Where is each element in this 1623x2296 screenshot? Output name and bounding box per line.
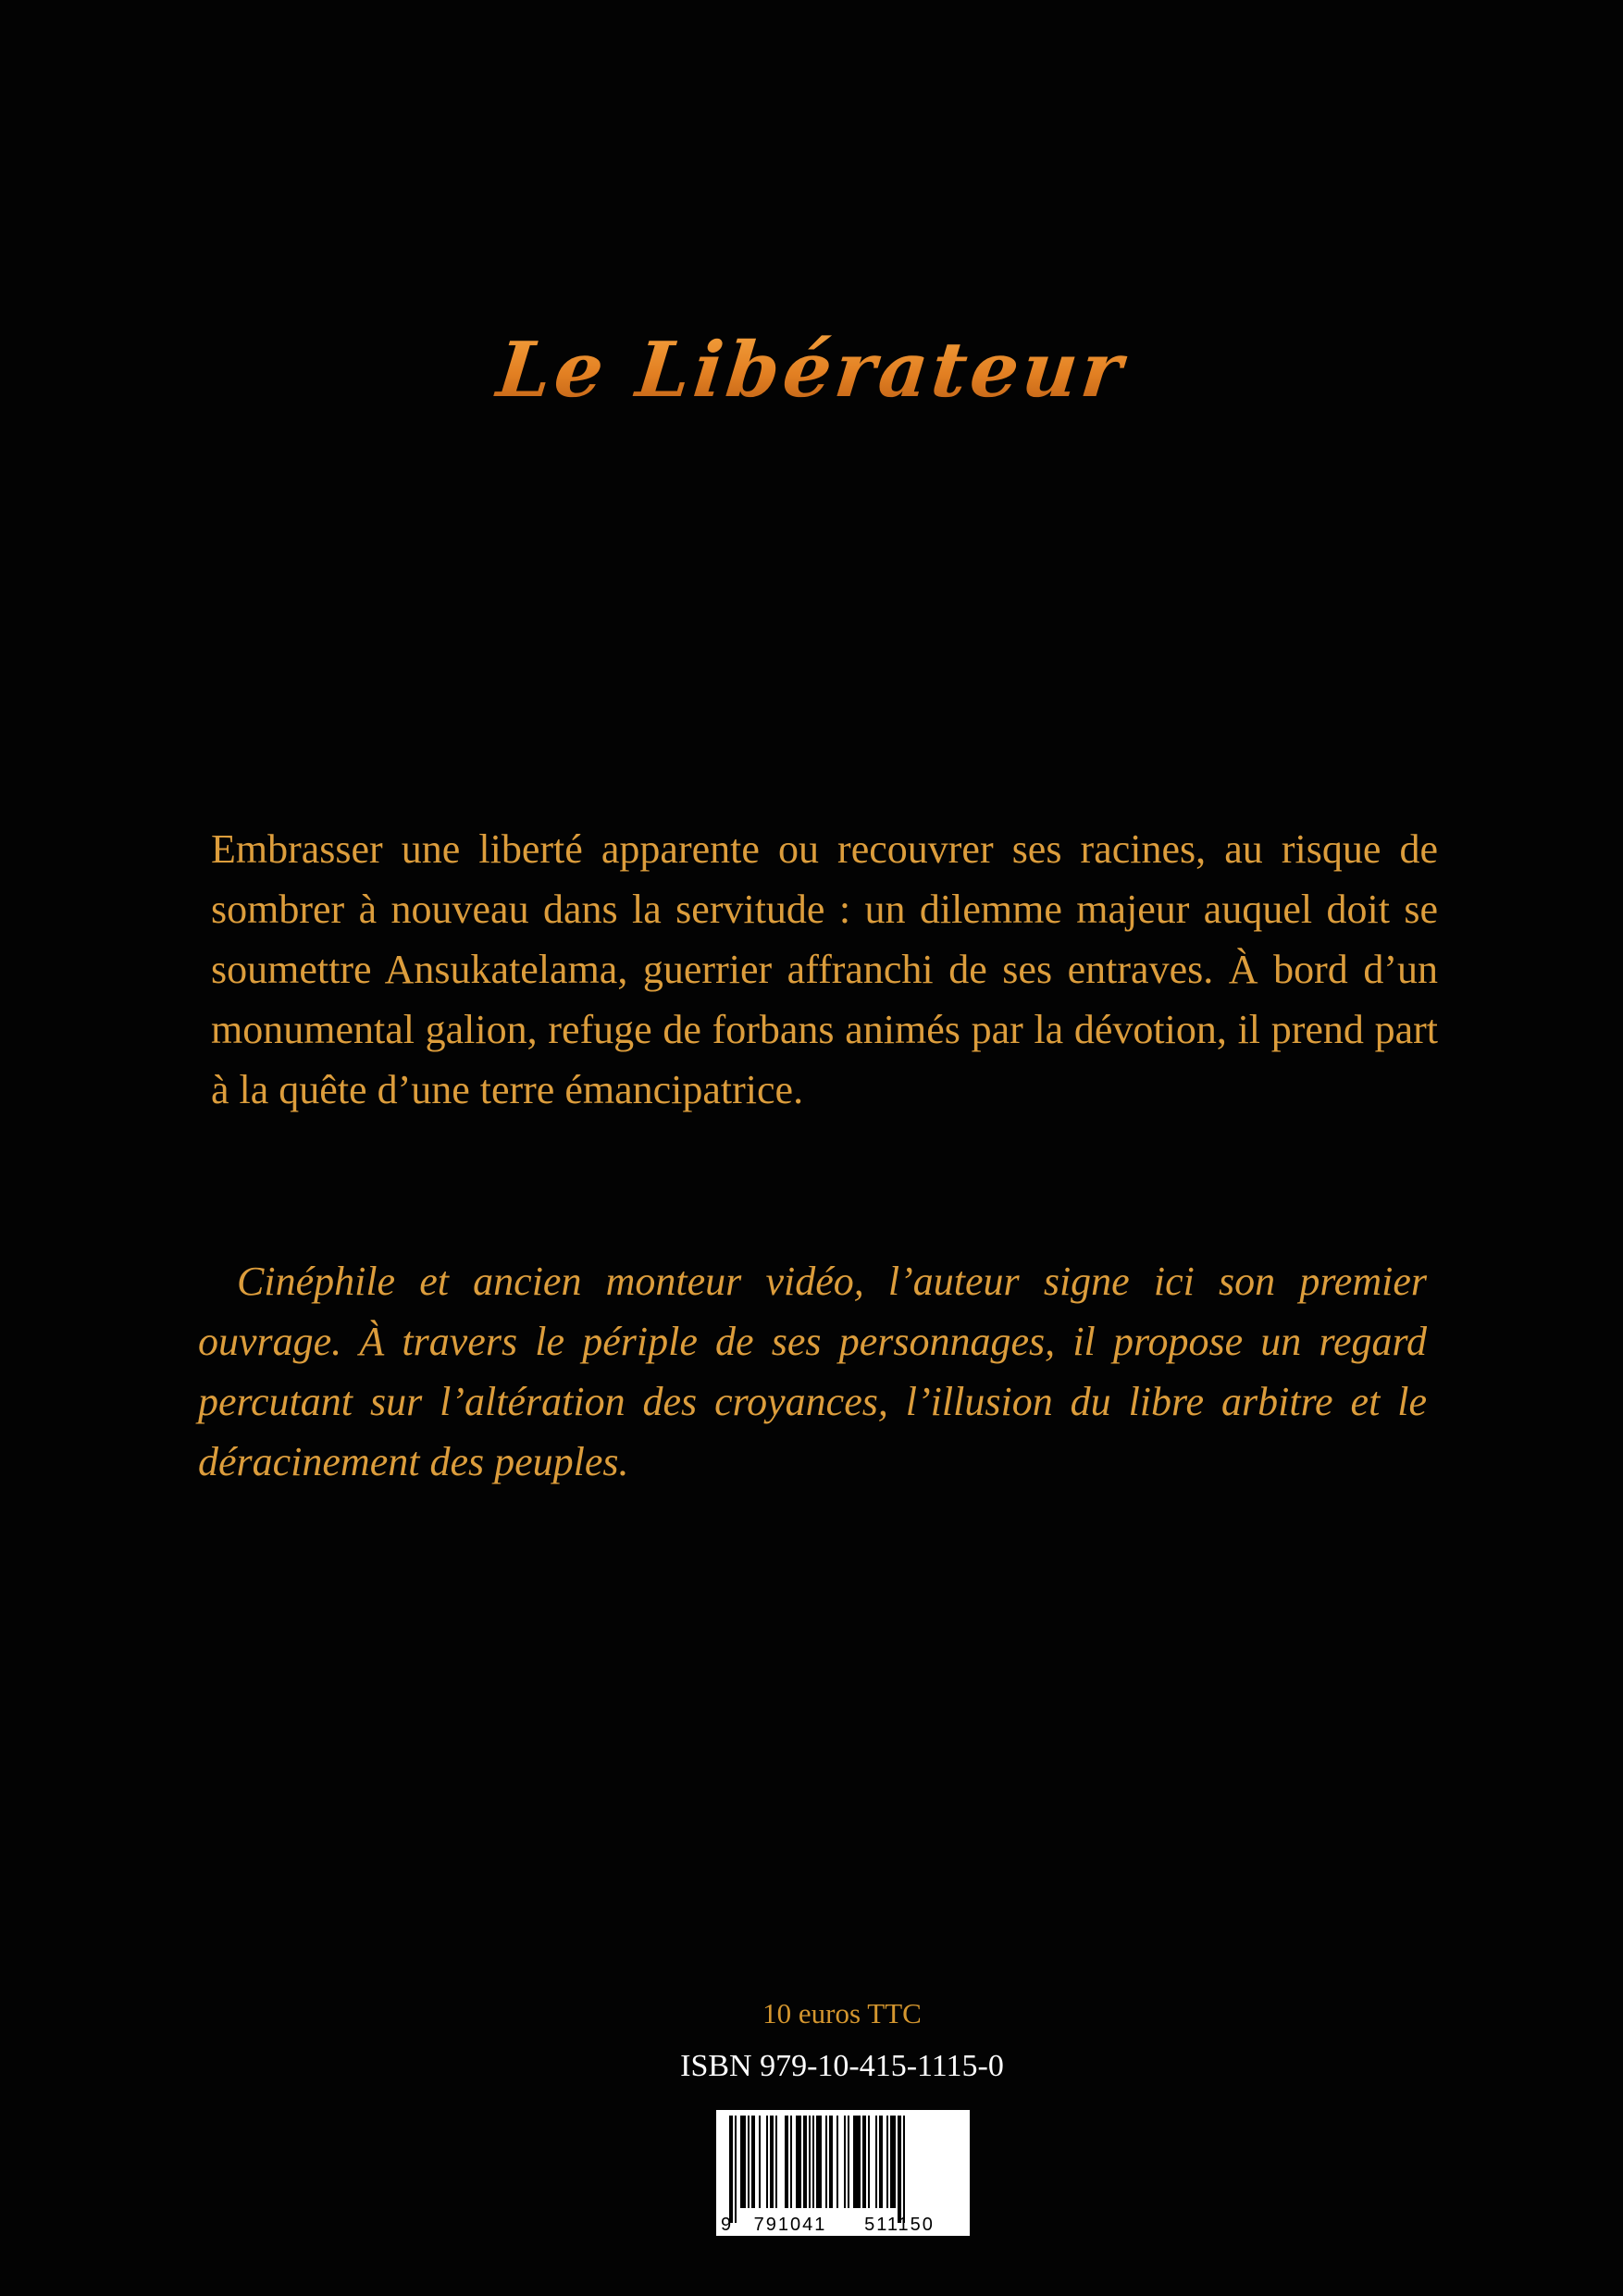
- barcode: [716, 2110, 970, 2236]
- barcode-bar: [898, 2116, 901, 2223]
- barcode-bar: [853, 2116, 861, 2208]
- barcode-digits-left: 791041: [753, 2215, 827, 2235]
- barcode-bar: [735, 2116, 737, 2223]
- barcode-bar: [836, 2116, 838, 2208]
- barcode-bar: [748, 2116, 750, 2208]
- barcode-bar: [812, 2116, 814, 2208]
- barcode-bar: [766, 2116, 768, 2208]
- book-title: Le Libérateur: [0, 326, 1623, 415]
- price-label: 10 euros TTC: [762, 1997, 922, 2029]
- barcode-bar: [890, 2116, 896, 2208]
- barcode-bar: [862, 2116, 866, 2208]
- barcode-bar: [816, 2116, 822, 2208]
- isbn-label: ISBN 979-10-415-1115-0: [680, 2049, 1004, 2083]
- barcode-bar: [803, 2116, 807, 2208]
- barcode-bar: [759, 2116, 761, 2208]
- barcode-bar: [785, 2116, 788, 2208]
- barcode-bar: [886, 2116, 888, 2208]
- barcode-bar: [729, 2116, 733, 2223]
- barcode-bar: [875, 2116, 877, 2208]
- barcode-bar: [790, 2116, 792, 2208]
- barcode-digits-right: 511150: [864, 2215, 935, 2235]
- barcode-bar: [844, 2116, 846, 2208]
- barcode-bar: [825, 2116, 827, 2208]
- barcode-bar: [770, 2116, 774, 2208]
- barcode-bar: [903, 2116, 905, 2223]
- barcode-bar: [740, 2116, 746, 2208]
- barcode-bar: [848, 2116, 849, 2208]
- barcode-bar: [751, 2116, 755, 2208]
- barcode-bar: [829, 2116, 833, 2208]
- barcode-bars: [729, 2116, 905, 2223]
- barcode-bar: [879, 2116, 883, 2208]
- barcode-bar: [796, 2116, 801, 2208]
- author-note-paragraph: Cinéphile et ancien monteur vidéo, l’auteur signe ici son premier ouvrage. À travers le périple de ses personnages, il propose un regard percutant sur l’altération des croyances, l’illusion du libre arbitre et le déracinement des peuples.: [198, 1259, 1427, 1484]
- barcode-graphic: [716, 2110, 970, 2236]
- barcode-bar: [775, 2116, 777, 2208]
- barcode-bar: [809, 2116, 811, 2208]
- synopsis-paragraph: Embrasser une liberté apparente ou recouvrer ses racines, au risque de sombrer à nouveau dans la servitude : un dilemme majeur auquel doit se soumettre Ansukatelama, guerrier affranchi de ses entraves. À bord d’un monumental galion, refuge de forbans animés par la dévotion, il prend part à la quête d’une terre émancipatrice.: [211, 826, 1438, 1112]
- barcode-bar: [868, 2116, 870, 2208]
- barcode-digit-first: 9: [721, 2215, 732, 2235]
